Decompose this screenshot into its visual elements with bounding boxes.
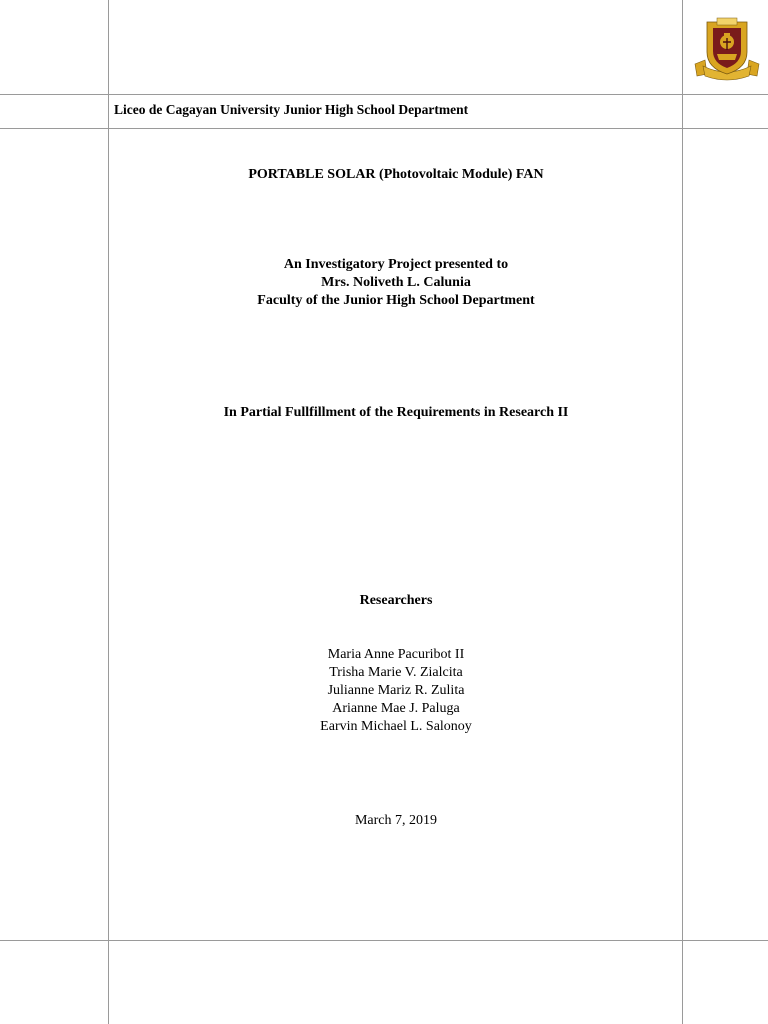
header-bottom-line	[0, 128, 768, 129]
researcher-name: Trisha Marie V. Zialcita	[329, 665, 463, 680]
submission-date: March 7, 2019	[354, 813, 438, 828]
researcher-name: Earvin Michael L. Salonoy	[320, 719, 472, 734]
faculty-line: Faculty of the Junior High School Department	[257, 293, 535, 308]
institution-header: Liceo de Cagayan University Junior High School Department	[114, 102, 469, 117]
researcher-name: Julianne Mariz R. Zulita	[327, 683, 465, 698]
fulfillment-statement: In Partial Fullfillment of the Requirements in Research II	[223, 405, 569, 420]
university-seal-logo	[693, 16, 761, 82]
header-top-line	[0, 94, 768, 95]
project-title: PORTABLE SOLAR (Photovoltaic Module) FAN	[248, 167, 544, 182]
researchers-heading: Researchers	[359, 593, 433, 608]
researcher-name: Arianne Mae J. Paluga	[332, 701, 460, 716]
researcher-name: Maria Anne Pacuribot II	[327, 647, 465, 662]
presentation-line-1: An Investigatory Project presented to	[283, 257, 509, 272]
footer-line	[0, 940, 768, 941]
left-margin-line	[108, 0, 109, 1024]
adviser-name: Mrs. Noliveth L. Calunia	[321, 275, 471, 290]
right-margin-line	[682, 0, 683, 1024]
